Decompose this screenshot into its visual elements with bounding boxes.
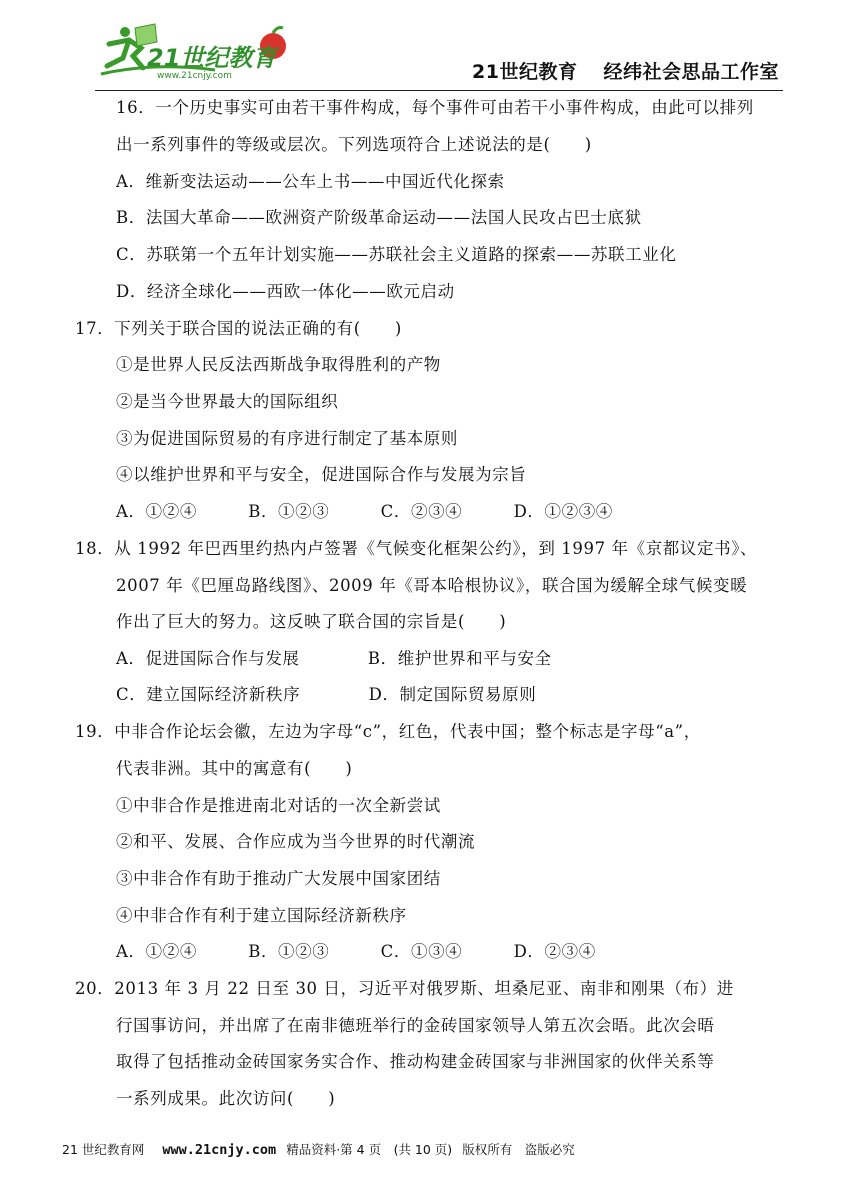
text-line: A．①②④ B．①②③ C．②③④ D．①②③④	[116, 502, 613, 521]
text-line: A．促进国际合作与发展 B．维护世界和平与安全	[116, 649, 552, 668]
text-line: A．维新变法运动——公车上书——中国近代化探索	[116, 172, 505, 191]
header-title	[472, 57, 779, 84]
text-line: 行国事访问，并出席了在南非德班举行的金砖国家领导人第五次会晤。此次会晤	[116, 1016, 715, 1035]
footer-rights: 版权所有 盗版必究	[462, 1142, 575, 1157]
text-line: D．经济全球化——西欧一体化——欧元启动	[116, 282, 455, 301]
page-footer	[62, 1140, 575, 1158]
text-line: 作出了巨大的努力。这反映了联合国的宗旨是( )	[116, 612, 507, 631]
text-line: ②是当今世界最大的国际组织	[116, 392, 339, 411]
text-line: B．法国大革命——欧洲资产阶级革命运动——法国人民攻占巴士底狱	[116, 208, 642, 227]
text-line: ①中非合作是推进南北对话的一次全新尝试	[116, 796, 441, 815]
text-line: ①是世界人民反法西斯战争取得胜利的产物	[116, 355, 441, 374]
page-header	[95, 22, 783, 91]
text-line: C．建立国际经济新秩序 D．制定国际贸易原则	[116, 685, 537, 704]
footer-site: 21 世纪教育网	[62, 1142, 145, 1157]
text-line: 代表非洲。其中的寓意有( )	[116, 759, 353, 778]
text-line: 取得了包括推动金砖国家务实合作、推动构建金砖国家与非洲国家的伙伴关系等	[116, 1052, 715, 1071]
text-line: ③为促进国际贸易的有序进行制定了基本原则	[116, 429, 458, 448]
text-line: 出一系列事件的等级或层次。下列选项符合上述说法的是( )	[116, 135, 592, 154]
text-line: 17．下列关于联合国的说法正确的有( )	[75, 319, 402, 338]
text-line: 2007 年《巴厘岛路线图》、2009 年《哥本哈根协议》，联合国为缓解全球气候变暖	[116, 576, 748, 595]
header-org: 21世纪教育	[472, 61, 578, 83]
footer-url[interactable]: www.21cnjy.com	[162, 1142, 277, 1158]
footer-page: 第 4 页 (共 10 页)	[340, 1142, 453, 1157]
text-line: 20．2013 年 3 月 22 日至 30 日，习近平对俄罗斯、坦桑尼亚、南非和刚果（布）进	[75, 979, 734, 998]
svg-text:www.21cnjy.com: www.21cnjy.com	[157, 71, 232, 81]
text-line: C．苏联第一个五年计划实施——苏联社会主义道路的探索——苏联工业化	[116, 245, 677, 264]
text-line: 16．一个历史事实可由若干事件构成，每个事件可由若干小事件构成，由此可以排列	[116, 98, 754, 117]
text-line: A．①②④ B．①②③ C．①③④ D．②③④	[116, 942, 596, 961]
logo-icon	[95, 22, 295, 84]
text-line: ③中非合作有助于推动广大发展中国家团结	[116, 869, 441, 888]
text-line: ④以维护世界和平与安全，促进国际合作与发展为宗旨	[116, 465, 527, 484]
svg-text:21世纪教育: 21世纪教育	[147, 44, 277, 72]
footer-tag: 精品资料·	[286, 1142, 341, 1157]
text-line: 一系列成果。此次访问( )	[116, 1089, 336, 1108]
header-studio: 经纬社会思品工作室	[603, 61, 779, 83]
text-line: 18．从 1992 年巴西里约热内卢签署《气候变化框架公约》，到 1997 年《京都议定书》、	[75, 539, 758, 558]
text-line: 19．中非合作论坛会徽，左边为字母“c”，红色，代表中国；整个标志是字母“a”，	[75, 722, 701, 741]
text-line: ④中非合作有利于建立国际经济新秩序	[116, 906, 407, 925]
text-line: ②和平、发展、合作应成为当今世界的时代潮流	[116, 832, 476, 851]
